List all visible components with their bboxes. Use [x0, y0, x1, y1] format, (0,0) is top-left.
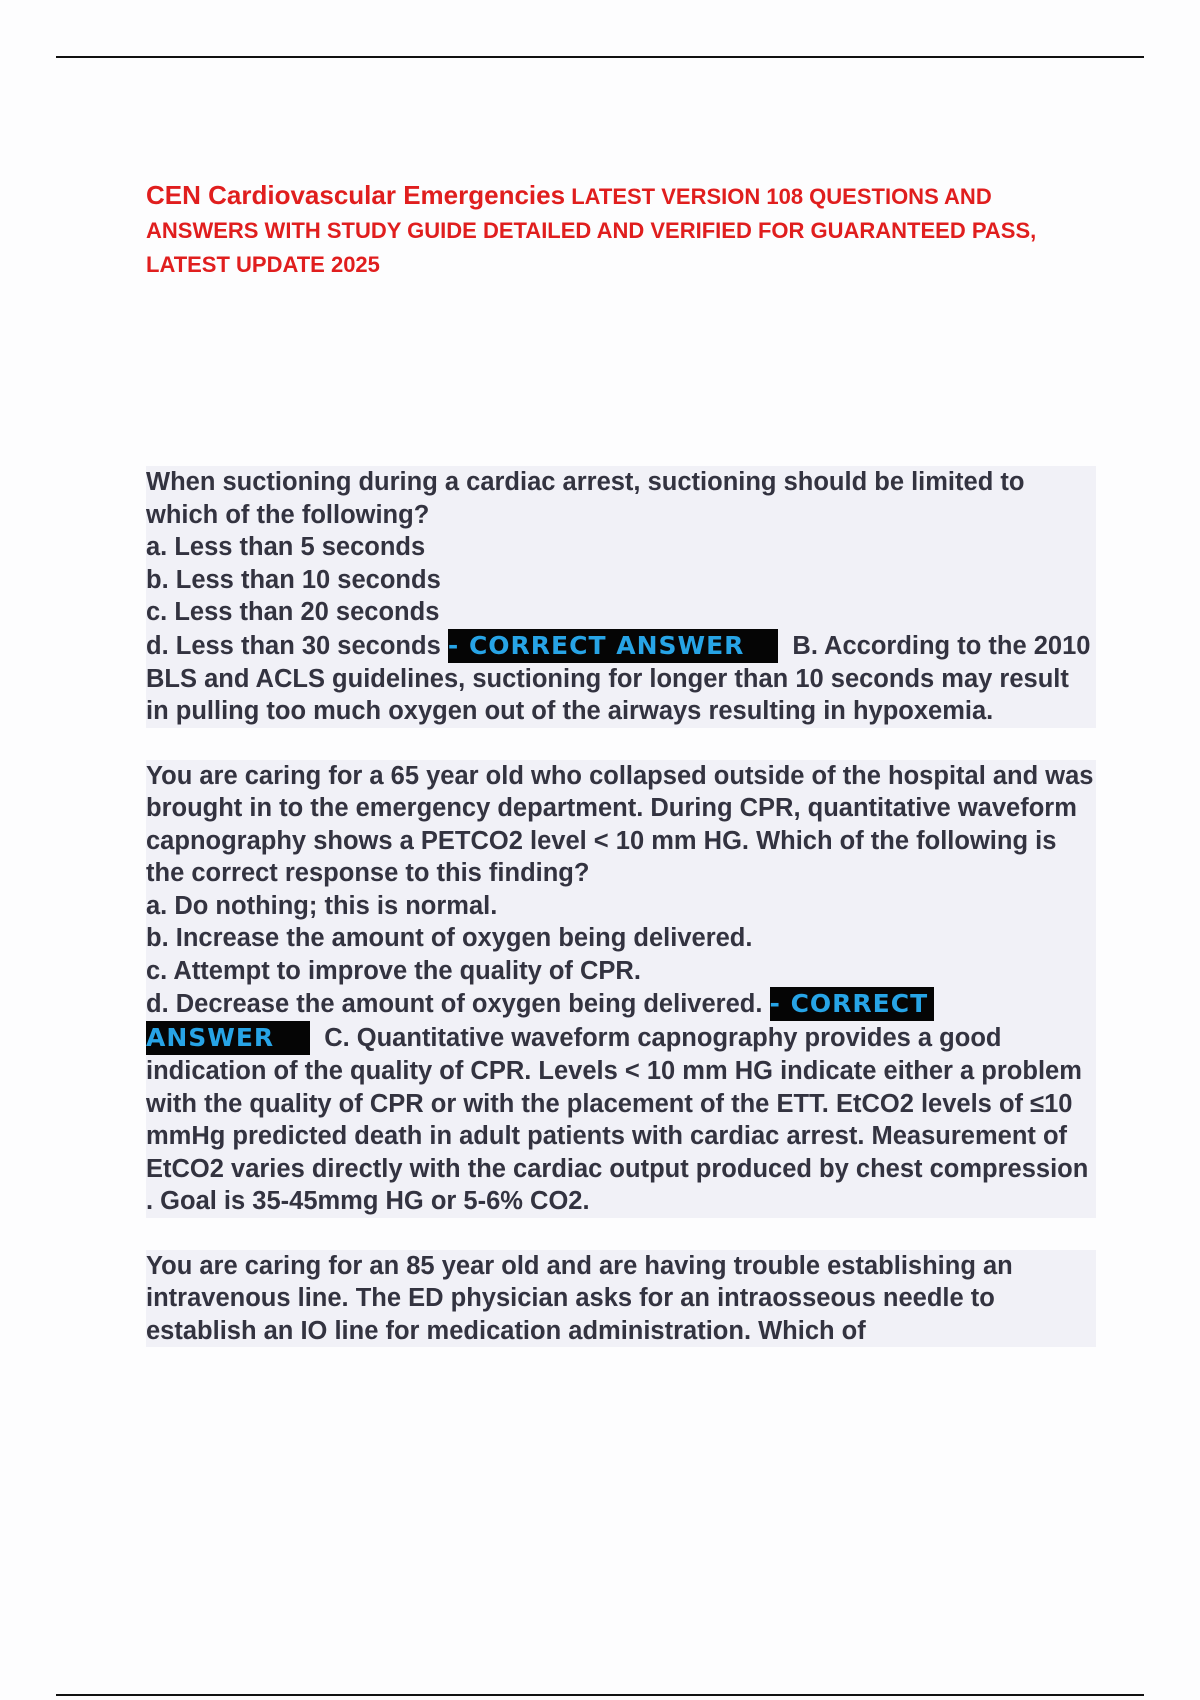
document-title	[146, 178, 1096, 282]
option-c: c. Less than 20 seconds	[146, 596, 1096, 629]
title-rest: LATEST VERSION 108 QUESTIONS AND ANSWERS WITH STUDY GUIDE DETAILED AND VERIFIED FOR GUARANTEED PASS, LATEST UPDATE 2025	[146, 184, 1037, 277]
option-d: d. Decrease the amount of oxygen being delivered.	[146, 990, 770, 1018]
explanation-text: C. Quantitative waveform capnography provides a good indication of the quality of CPR. Levels < 10 mm HG indicate either a problem with the quality of CPR or with the placement of the ETT. EtCO2 levels of ≤10 mmHg predicted death in adult patients with cardiac arrest. Measurement of EtCO2 varies directly with the cardiac output produced by chest compression . Goal is 35-45mmg HG or 5-6% CO2.	[146, 1024, 1089, 1215]
question-text: You are caring for a 65 year old who collapsed outside of the hospital and was brought in to the emergency department. During CPR, quantitative waveform capnography shows a PETCO2 level < 10 mm HG. Which of the following is the correct response to this finding?	[146, 760, 1096, 890]
title-lead: CEN Cardiovascular Emergencies	[146, 180, 566, 210]
footer-rule	[56, 1694, 1144, 1696]
qa-item-2	[146, 760, 1096, 1218]
question-text: You are caring for an 85 year old and are having trouble establishing an intravenous line. The ED physician asks for an intraosseous needle to establish an IO line for medication administration. Which of	[146, 1250, 1096, 1348]
qa-item-1	[146, 466, 1096, 728]
correct-answer-badge: - CORRECT ANSWER	[448, 629, 779, 663]
correct-answer-badge: - CORRECT	[770, 987, 935, 1021]
option-b: b. Increase the amount of oxygen being delivered.	[146, 922, 1096, 955]
option-d: d. Less than 30 seconds	[146, 631, 448, 660]
qa-item-3	[146, 1250, 1096, 1348]
option-a: a. Less than 5 seconds	[146, 531, 1096, 564]
answer-block	[146, 629, 1096, 728]
option-c: c. Attempt to improve the quality of CPR.	[146, 955, 1096, 988]
explanation-text: B. According to the 2010 BLS and ACLS guidelines, suctioning for longer than 10 seconds may result in pulling too much oxygen out of the airways resulting in hypoxemia.	[146, 631, 1091, 725]
answer-block	[146, 987, 1096, 1218]
correct-answer-badge-tail: ANSWER	[146, 1021, 310, 1055]
option-a: a. Do nothing; this is normal.	[146, 890, 1096, 923]
option-b: b. Less than 10 seconds	[146, 564, 1096, 597]
header-rule	[56, 56, 1144, 58]
qa-content	[146, 466, 1096, 1379]
question-text: When suctioning during a cardiac arrest, suctioning should be limited to which of the following?	[146, 466, 1096, 531]
